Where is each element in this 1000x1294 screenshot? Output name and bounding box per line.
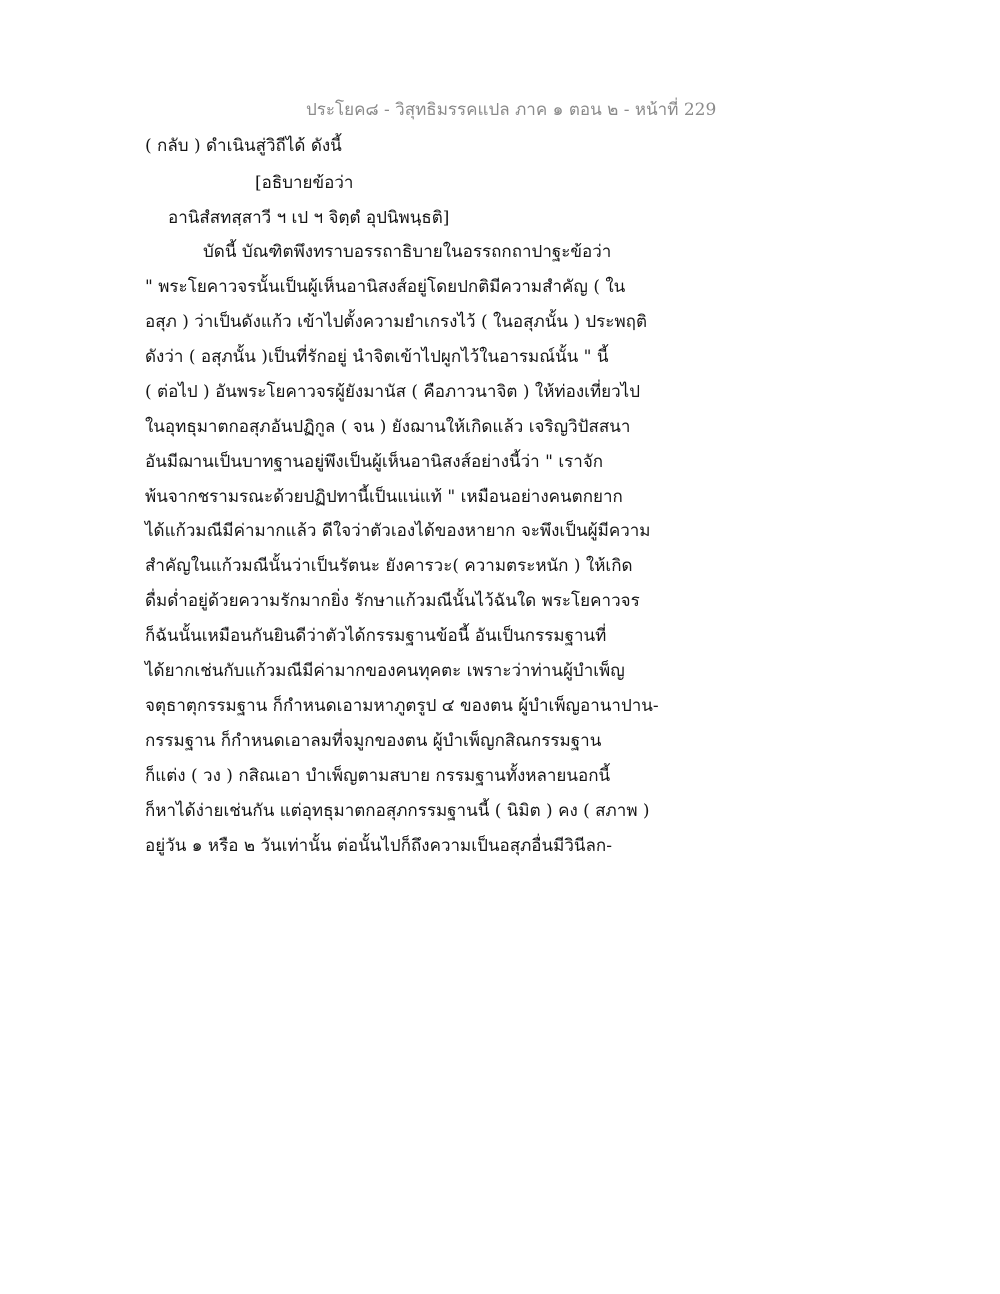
body-line: ดังว่า ( อสุภนั้น )เป็นที่รักอยู่ นำจิตเข้าไปผูกไว้ในอารมณ์นั้น " นี้	[145, 347, 609, 367]
body-line: จตุธาตุกรรมฐาน ก็กำหนดเอามหาภูตรูป ๔ ของตน ผู้บำเพ็ญอานาปาน-	[145, 696, 659, 716]
section-heading: [อธิบายข้อว่า	[255, 173, 354, 193]
body-line-last: อยู่วัน ๑ หรือ ๒ วันเท่านั้น ต่อนั้นไปก็ถึงความเป็นอสุภอื่นมีวินีลก-	[145, 836, 612, 856]
paragraph-first-line: บัดนี้ บัณฑิตพึงทราบอรรถาธิบายในอรรถกถาปาฐะข้อว่า	[203, 242, 612, 262]
running-header: ประโยค๘ - วิสุทธิมรรคแปล ภาค ๑ ตอน ๒ - หน้าที่ 229	[306, 100, 717, 120]
body-line: " พระโยคาวจรนั้นเป็นผู้เห็นอานิสงส์อยู่โดยปกติมีความสำคัญ ( ใน	[145, 277, 626, 297]
body-line: ในอุทธุมาตกอสุภอันปฏิกูล ( จน ) ยังฌานให้เกิดแล้ว เจริญวิปัสสนา	[145, 417, 631, 437]
body-line: ก็ฉันนั้นเหมือนกันยินดีว่าตัวได้กรรมฐานข้อนี้ อันเป็นกรรมฐานที่	[145, 626, 607, 646]
body-line: อันมีฌานเป็นบาทฐานอยู่พึงเป็นผู้เห็นอานิสงส์อย่างนี้ว่า " เราจัก	[145, 452, 604, 472]
body-line: ( ต่อไป ) อันพระโยคาวจรผู้ยังมานัส ( คือภาวนาจิต ) ให้ท่องเที่ยวไป	[145, 382, 641, 402]
body-line: อสุภ ) ว่าเป็นดังแก้ว เข้าไปตั้งความยำเกรงไว้ ( ในอสุภนั้น ) ประพฤติ	[145, 312, 647, 332]
body-line: ได้แก้วมณีมีค่ามากแล้ว ดีใจว่าตัวเองได้ของหายาก จะพึงเป็นผู้มีความ	[145, 521, 651, 541]
body-line: ก็แต่ง ( วง ) กสิณเอา บำเพ็ญตามสบาย กรรมฐานทั้งหลายนอกนี้	[145, 766, 611, 786]
section-heading-pali: อานิสํสทสฺสาวี ฯ เป ฯ จิตฺตํ อุปนิพนฺธติ]	[168, 208, 450, 228]
body-line: กรรมฐาน ก็กำหนดเอาลมที่จมูกของตน ผู้บำเพ็ญกสิณกรรมฐาน	[145, 731, 602, 751]
body-line: ก็หาได้ง่ายเช่นกัน แต่อุทธุมาตกอสุภกรรมฐานนี้ ( นิมิต ) คง ( สภาพ )	[145, 801, 650, 821]
body-line: สำคัญในแก้วมณีนั้นว่าเป็นรัตนะ ยังคารวะ( ความตระหนัก ) ให้เกิด	[145, 556, 633, 576]
body-line: พ้นจากชรามรณะด้วยปฏิปทานี้เป็นแน่แท้ " เหมือนอย่างคนตกยาก	[145, 487, 623, 507]
body-line: ดื่มด่ำอยู่ด้วยความรักมากยิ่ง รักษาแก้วมณีนั้นไว้ฉันใด พระโยคาวจร	[145, 591, 640, 611]
body-line: ได้ยากเช่นกับแก้วมณีมีค่ามากของคนทุคตะ เพราะว่าท่านผู้บำเพ็ญ	[145, 661, 625, 681]
body-line-1: ( กลับ ) ดำเนินสู่วิถีได้ ดังนี้	[145, 136, 342, 156]
